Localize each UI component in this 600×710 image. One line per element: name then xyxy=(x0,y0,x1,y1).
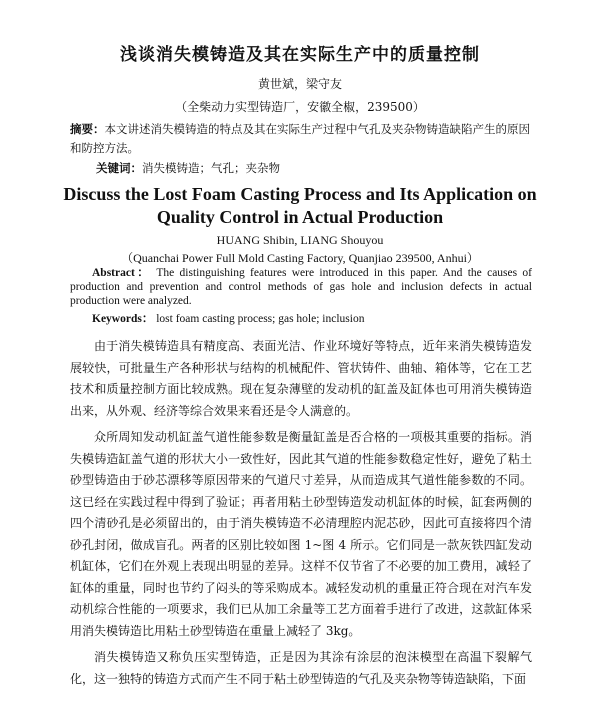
english-keywords xyxy=(92,310,364,326)
body-paragraph-2: 众所周知发动机缸盖气道性能参数是衡量缸盖是否合格的一项极其重要的指标。消失模铸造缸盖气道的形状大小一致性好，因此其气道的性能参数稳定性好，避免了粘土砂型铸造由于砂芯漂移等原因带来的气道尺寸差异，从而造成其气道性能参数的不同。这已经在实践过程中得到了验证；再者用粘土砂型铸造发动机缸体的时候，缸套两侧的四个清砂孔是必须留出的，由于消失模铸造不必清理腔内泥芯砂，因此可直接将四个清砂孔封闭，做成盲孔。两者的区别比较如图 1~图 4 所示。它们同是一款灰铁四缸发动机缸体，它们在外观上表现出明显的差异。这样不仅节省了不必要的加工费用，减轻了缸体的重量，同时也节约了闷头的等采购成本。减轻发动机的重量正符合现在对汽车发动机综合性能的一项要求，我们已从加工余量等工艺方面着手进行了改进，这款缸体采用消失模铸造比用粘土砂型铸造在重量上减轻了 3kg。 xyxy=(70,430,532,638)
chinese-keywords xyxy=(96,160,280,176)
chinese-abstract xyxy=(70,120,532,158)
chinese-abstract-text: 本文讲述消失模铸造的特点及其在实际生产过程中气孔及夹杂物铸造缺陷产生的原因和防控方法。 xyxy=(70,122,530,155)
chinese-title: 浅谈消失模铸造及其在实际生产中的质量控制 xyxy=(120,45,480,65)
chinese-affiliation: （全柴动力实型铸造厂，安徽全椒，239500） xyxy=(175,100,425,114)
english-abstract-label: Abstract： xyxy=(92,267,152,279)
english-authors: HUANG Shibin, LIANG Shouyou xyxy=(216,233,384,247)
english-keywords-text: lost foam casting process; gas hole; inclusion xyxy=(156,313,365,325)
english-abstract-text: The distinguishing features were introduced in this paper. And the causes of production and prevention and control methods of gas hole and inclusion defects in actual production were analyzed. xyxy=(70,267,533,307)
chinese-authors: 黄世斌，梁守友 xyxy=(257,77,342,91)
english-abstract xyxy=(70,266,532,308)
english-title xyxy=(0,183,600,229)
english-keywords-label: Keywords： xyxy=(92,313,154,325)
body-text xyxy=(70,336,532,695)
english-title-line-2: Quality Control in Actual Production xyxy=(156,207,444,227)
english-title-line-1: Discuss the Lost Foam Casting Process and Its Application on xyxy=(63,184,537,204)
english-affiliation: （Quanchai Power Full Mold Casting Factory, Quanjiao 239500, Anhui） xyxy=(121,251,479,265)
body-paragraph-3: 消失模铸造又称负压实型铸造，正是因为其涂有涂层的泡沫模型在高温下裂解气化，这一独特的铸造方式而产生不同于粘土砂型铸造的气孔及夹杂物等铸造缺陷，下面 xyxy=(70,650,532,686)
chinese-keywords-text: 消失模铸造；气孔；夹杂物 xyxy=(142,161,280,175)
chinese-abstract-label: 摘要： xyxy=(70,122,105,136)
body-paragraph-1: 由于消失模铸造具有精度高、表面光洁、作业环境好等特点，近年来消失模铸造发展较快，可批量生产各种形状与结构的机械配件、管状铸件、曲轴、箱体等，它在工艺技术和质量控制方面比较成熟。现在复杂薄壁的发动机的缸盖及缸体也可用消失模铸造出来，从外观、经济等综合效果来看还是令人满意的。 xyxy=(70,339,532,418)
chinese-keywords-label: 关键词： xyxy=(96,161,142,175)
